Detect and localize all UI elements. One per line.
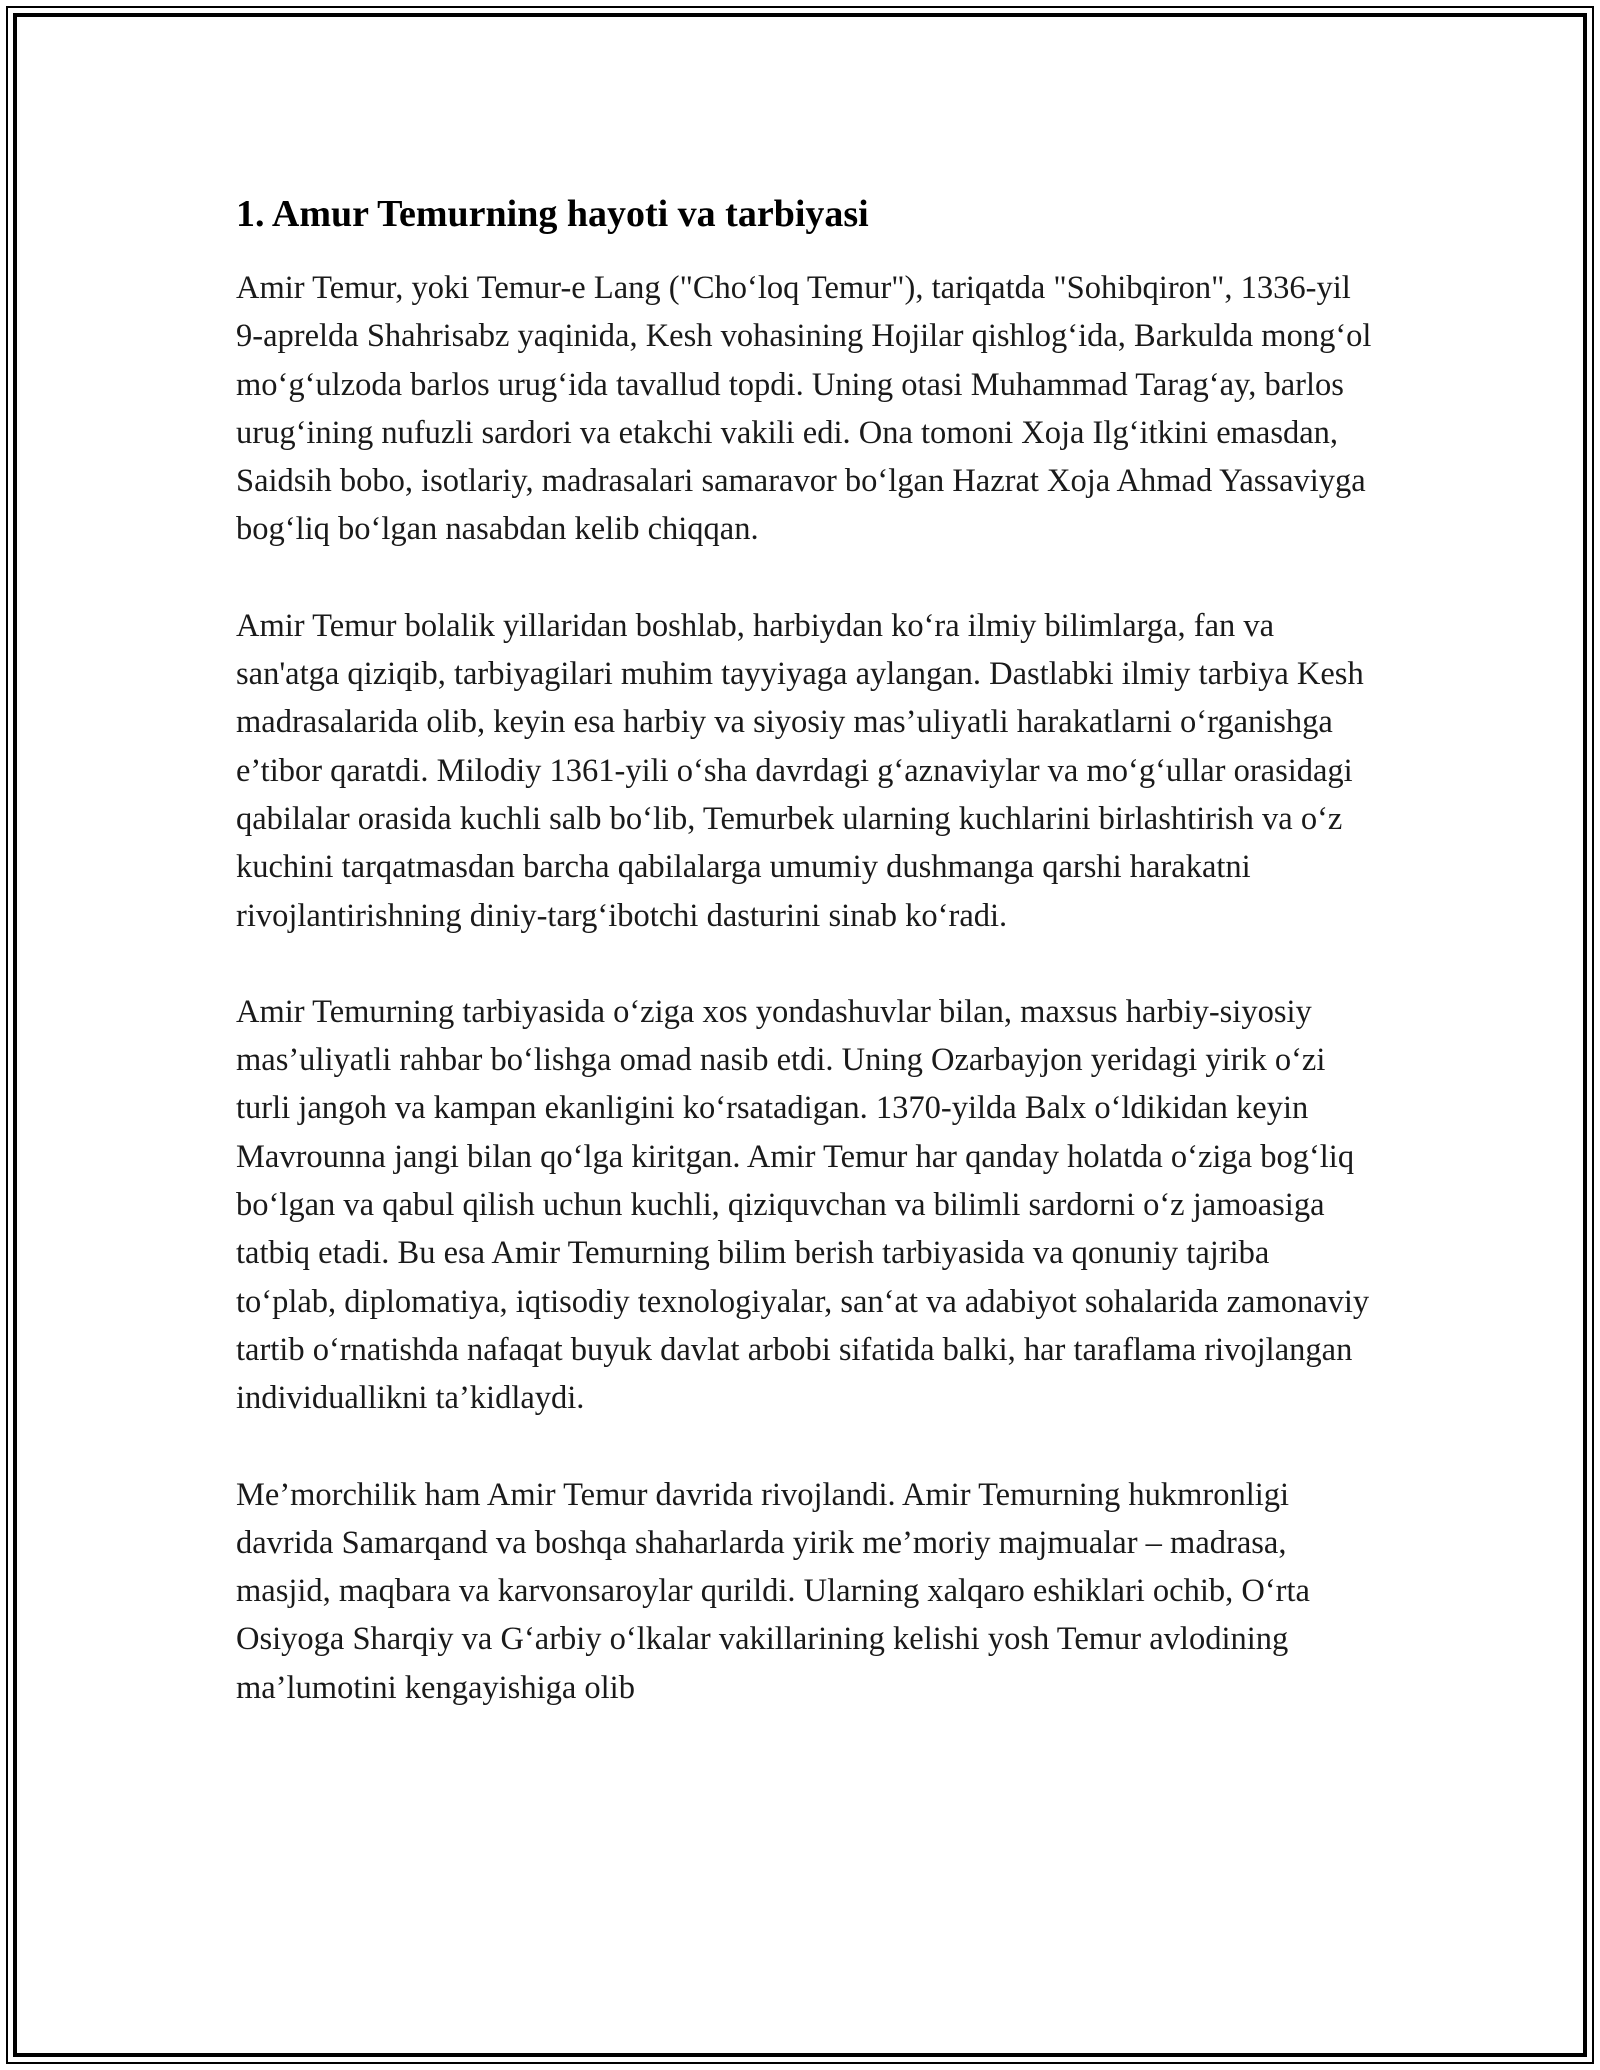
paragraph-3: Amir Temurning tarbiyasida o‘ziga xos yondashuvlar bilan, maxsus harbiy-siyosiy mas’uliyatli rahbar bo‘lishga omad nasib etdi. Uning Ozarbayjon yeridagi yirik o‘zi turli jangoh va kampan ekanligini ko‘rsatadigan. 1370-yilda Balx o‘ldikidan keyin Mavrounna jangi bilan qo‘lga kiritgan. Amir Temur har qanday holatda o‘ziga bog‘liq bo‘lgan va qabul qilish uchun kuchli, qiziquvchan va bilimli sardorni o‘z jamoasiga tatbiq etadi. Bu esa Amir Temurning bilim berish tarbiyasida va qonuniy tajriba to‘plab, diplomatiya, iqtisodiy texnologiyalar, san‘at va adabiyot sohalarida zamonaviy tartib o‘rnatishda nafaqat buyuk davlat arbobi sifatida balki, har taraflama rivojlangan individuallikni ta’kidlaydi. [236, 993, 1370, 1417]
paragraph-2: Amir Temur bolalik yillaridan boshlab, harbiydan ko‘ra ilmiy bilimlarga, fan va san'atga qiziqib, tarbiyagilari muhim tayyiyaga aylangan. Dastlabki ilmiy tarbiya Kesh madrasalarida olib, keyin esa harbiy va siyosiy mas’uliyatli harakatlarni o‘rganishga e’tibor qaratdi. Milodiy 1361-yili o‘sha davrdagi g‘aznaviylar va mo‘g‘ullar orasidagi qabilalar orasida kuchli salb bo‘lib, Temurbek ularning kuchlarini birlashtirish va o‘z kuchini tarqatmasdan barcha qabilalarga umumiy dushmanga qarshi harakatni rivojlantirishning diniy-targ‘ibotchi dasturini sinab ko‘radi. [236, 607, 1364, 934]
section-heading: 1. Amur Temurning hayoti va tarbiyasi [236, 193, 869, 235]
document-body [236, 186, 1376, 1760]
paragraph-1: Amir Temur, yoki Temur-e Lang ("Cho‘loq Temur"), tariqatda "Sohibqiron", 1336-yil 9-aprelda Shahrisabz yaqinida, Kesh vohasining Hojilar qishlog‘ida, Barkulda mong‘ol mo‘g‘ulzoda barlos urug‘ida tavallud topdi. Uning otasi Muhammad Tarag‘ay, barlos urug‘ining nufuzli sardori va etakchi vakili edi. Ona tomoni Xoja Ilg‘itkini emasdan, Saidsih bobo, isotlariy, madrasalari samaravor bo‘lgan Hazrat Xoja Ahmad Yassaviyga bog‘liq bo‘lgan nasabdan kelib chiqqan. [236, 270, 1372, 548]
paragraph-4: Me’morchilik ham Amir Temur davrida rivojlandi. Amir Temurning hukmronligi davrida Samarqand va boshqa shaharlarda yirik me’moriy majmualar – madrasa, masjid, maqbara va karvonsaroylar qurildi. Ularning xalqaro eshiklari ochib, O‘rta Osiyoga Sharqiy va G‘arbiy o‘lkalar vakillarining kelishi yosh Temur avlodining ma’lumotini kengayishiga olib [236, 1476, 1310, 1706]
